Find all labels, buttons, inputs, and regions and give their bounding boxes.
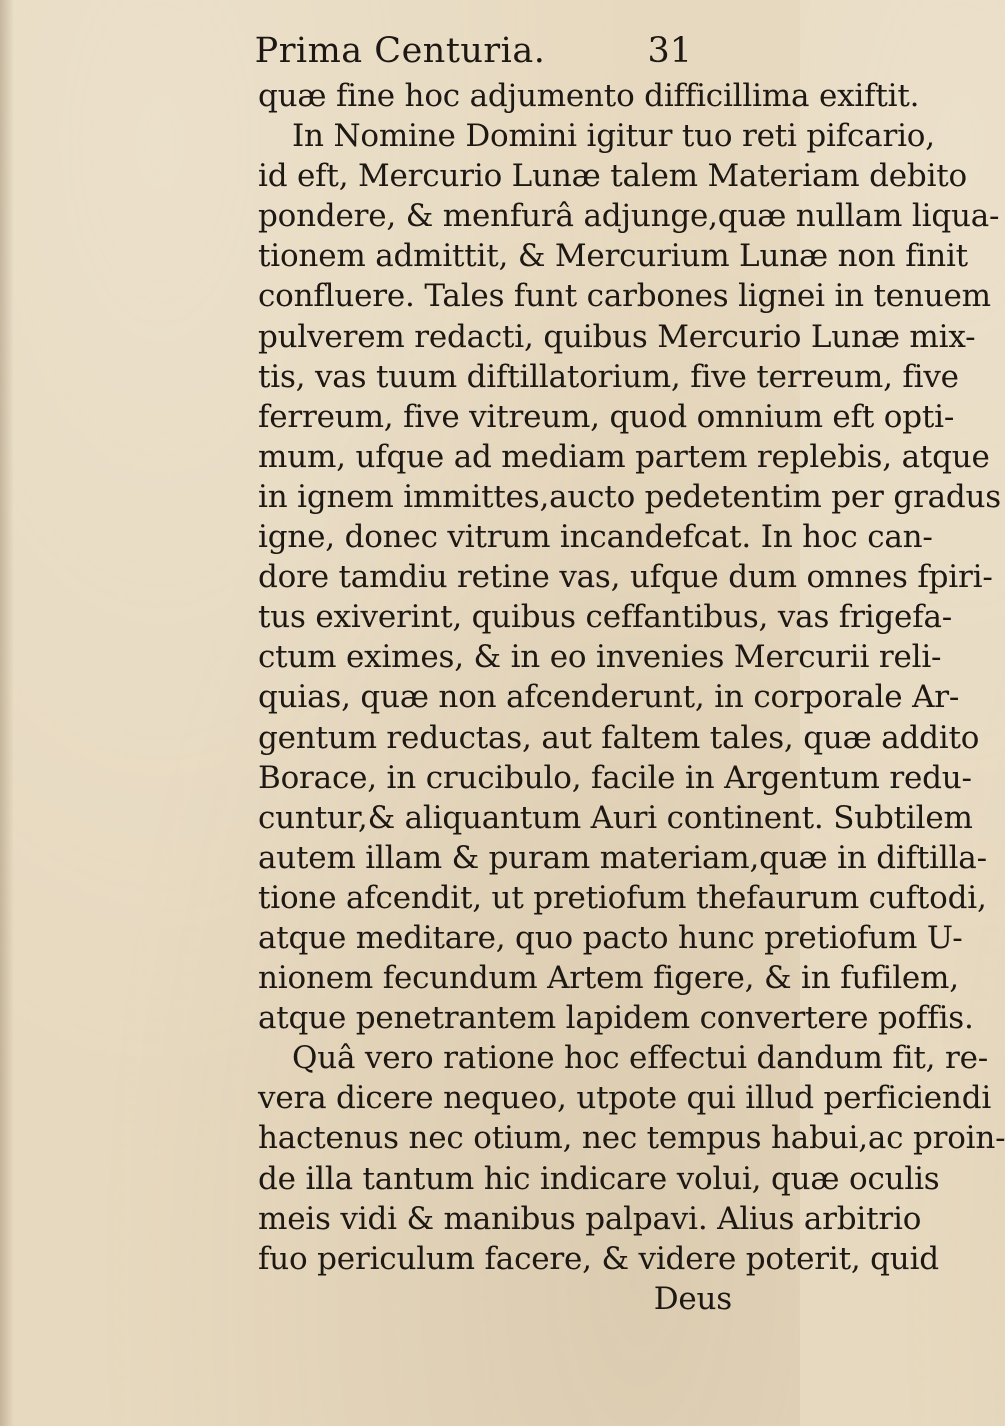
text-line: tus exiverint, quibus ceffantibus, vas frigefa- bbox=[258, 599, 953, 636]
text-line: de illa tantum hic indicare volui, quæ oculis bbox=[258, 1160, 940, 1197]
text-body bbox=[258, 76, 1005, 1319]
text-line: quias, quæ non afcenderunt, in corporale Ar- bbox=[258, 679, 960, 716]
text-line: quæ fine hoc adjumento difficillima exiftit. bbox=[258, 78, 920, 114]
text-line: dore tamdiu retine vas, ufque dum omnes fpiri- bbox=[258, 559, 993, 596]
running-head bbox=[0, 26, 800, 76]
text-line: gentum reductas, aut faltem tales, quæ addito bbox=[258, 719, 980, 756]
text-line: confluere. Tales funt carbones lignei in tenuem bbox=[258, 278, 991, 315]
text-line: tione afcendit, ut pretiofum thefaurum cuftodi, bbox=[258, 879, 987, 916]
text-line: tionem admittit, & Mercurium Lunæ non finit bbox=[258, 238, 968, 275]
text-line: ferreum, five vitreum, quod omnium eft opti- bbox=[258, 398, 955, 435]
text-line: In Nomine Domini igitur tuo reti pifcario, bbox=[292, 118, 935, 155]
text-line: hactenus nec otium, nec tempus habui,ac proin- bbox=[258, 1120, 1005, 1157]
text-line: Quâ vero ratione hoc effectui dandum fit, re- bbox=[292, 1040, 988, 1077]
text-line: nionem fecundum Artem figere, & in fufilem, bbox=[258, 960, 959, 997]
text-line: igne, donec vitrum incandefcat. In hoc can- bbox=[258, 519, 933, 556]
page-edge-shadow bbox=[0, 0, 14, 1426]
catchword: Deus bbox=[653, 1280, 732, 1317]
text-line: Borace, in crucibulo, facile in Argentum redu- bbox=[258, 759, 972, 796]
text-line: in ignem immittes,aucto pedetentim per gradus bbox=[258, 478, 1001, 515]
text-line: pondere, & menfurâ adjunge,quæ nullam liqua- bbox=[258, 198, 1000, 235]
text-line: pulverem redacti, quibus Mercurio Lunæ mix- bbox=[258, 318, 976, 355]
text-line: atque meditare, quo pacto hunc pretiofum U- bbox=[258, 919, 963, 956]
text-line: atque penetrantem lapidem convertere poffis. bbox=[258, 1000, 974, 1037]
text-line: cuntur,& aliquantum Auri continent. Subtilem bbox=[258, 799, 973, 836]
text-line: id eft, Mercurio Lunæ talem Materiam debito bbox=[258, 158, 968, 195]
text-line: tis, vas tuum diftillatorium, five terreum, five bbox=[258, 358, 959, 395]
text-line: meis vidi & manibus palpavi. Alius arbitrio bbox=[258, 1200, 922, 1237]
text-line: autem illam & puram materiam,quæ in diftilla- bbox=[258, 839, 987, 876]
text-line: ctum eximes, & in eo invenies Mercurii reli- bbox=[258, 639, 942, 676]
running-title: Prima Centuria. bbox=[254, 31, 546, 71]
text-line: mum, ufque ad mediam partem replebis, atque bbox=[258, 438, 990, 475]
text-line: vera dicere nequeo, utpote qui illud perficiendi bbox=[258, 1080, 992, 1117]
page-number: 31 bbox=[647, 31, 692, 71]
text-line: fuo periculum facere, & videre poterit, quid bbox=[258, 1240, 939, 1277]
